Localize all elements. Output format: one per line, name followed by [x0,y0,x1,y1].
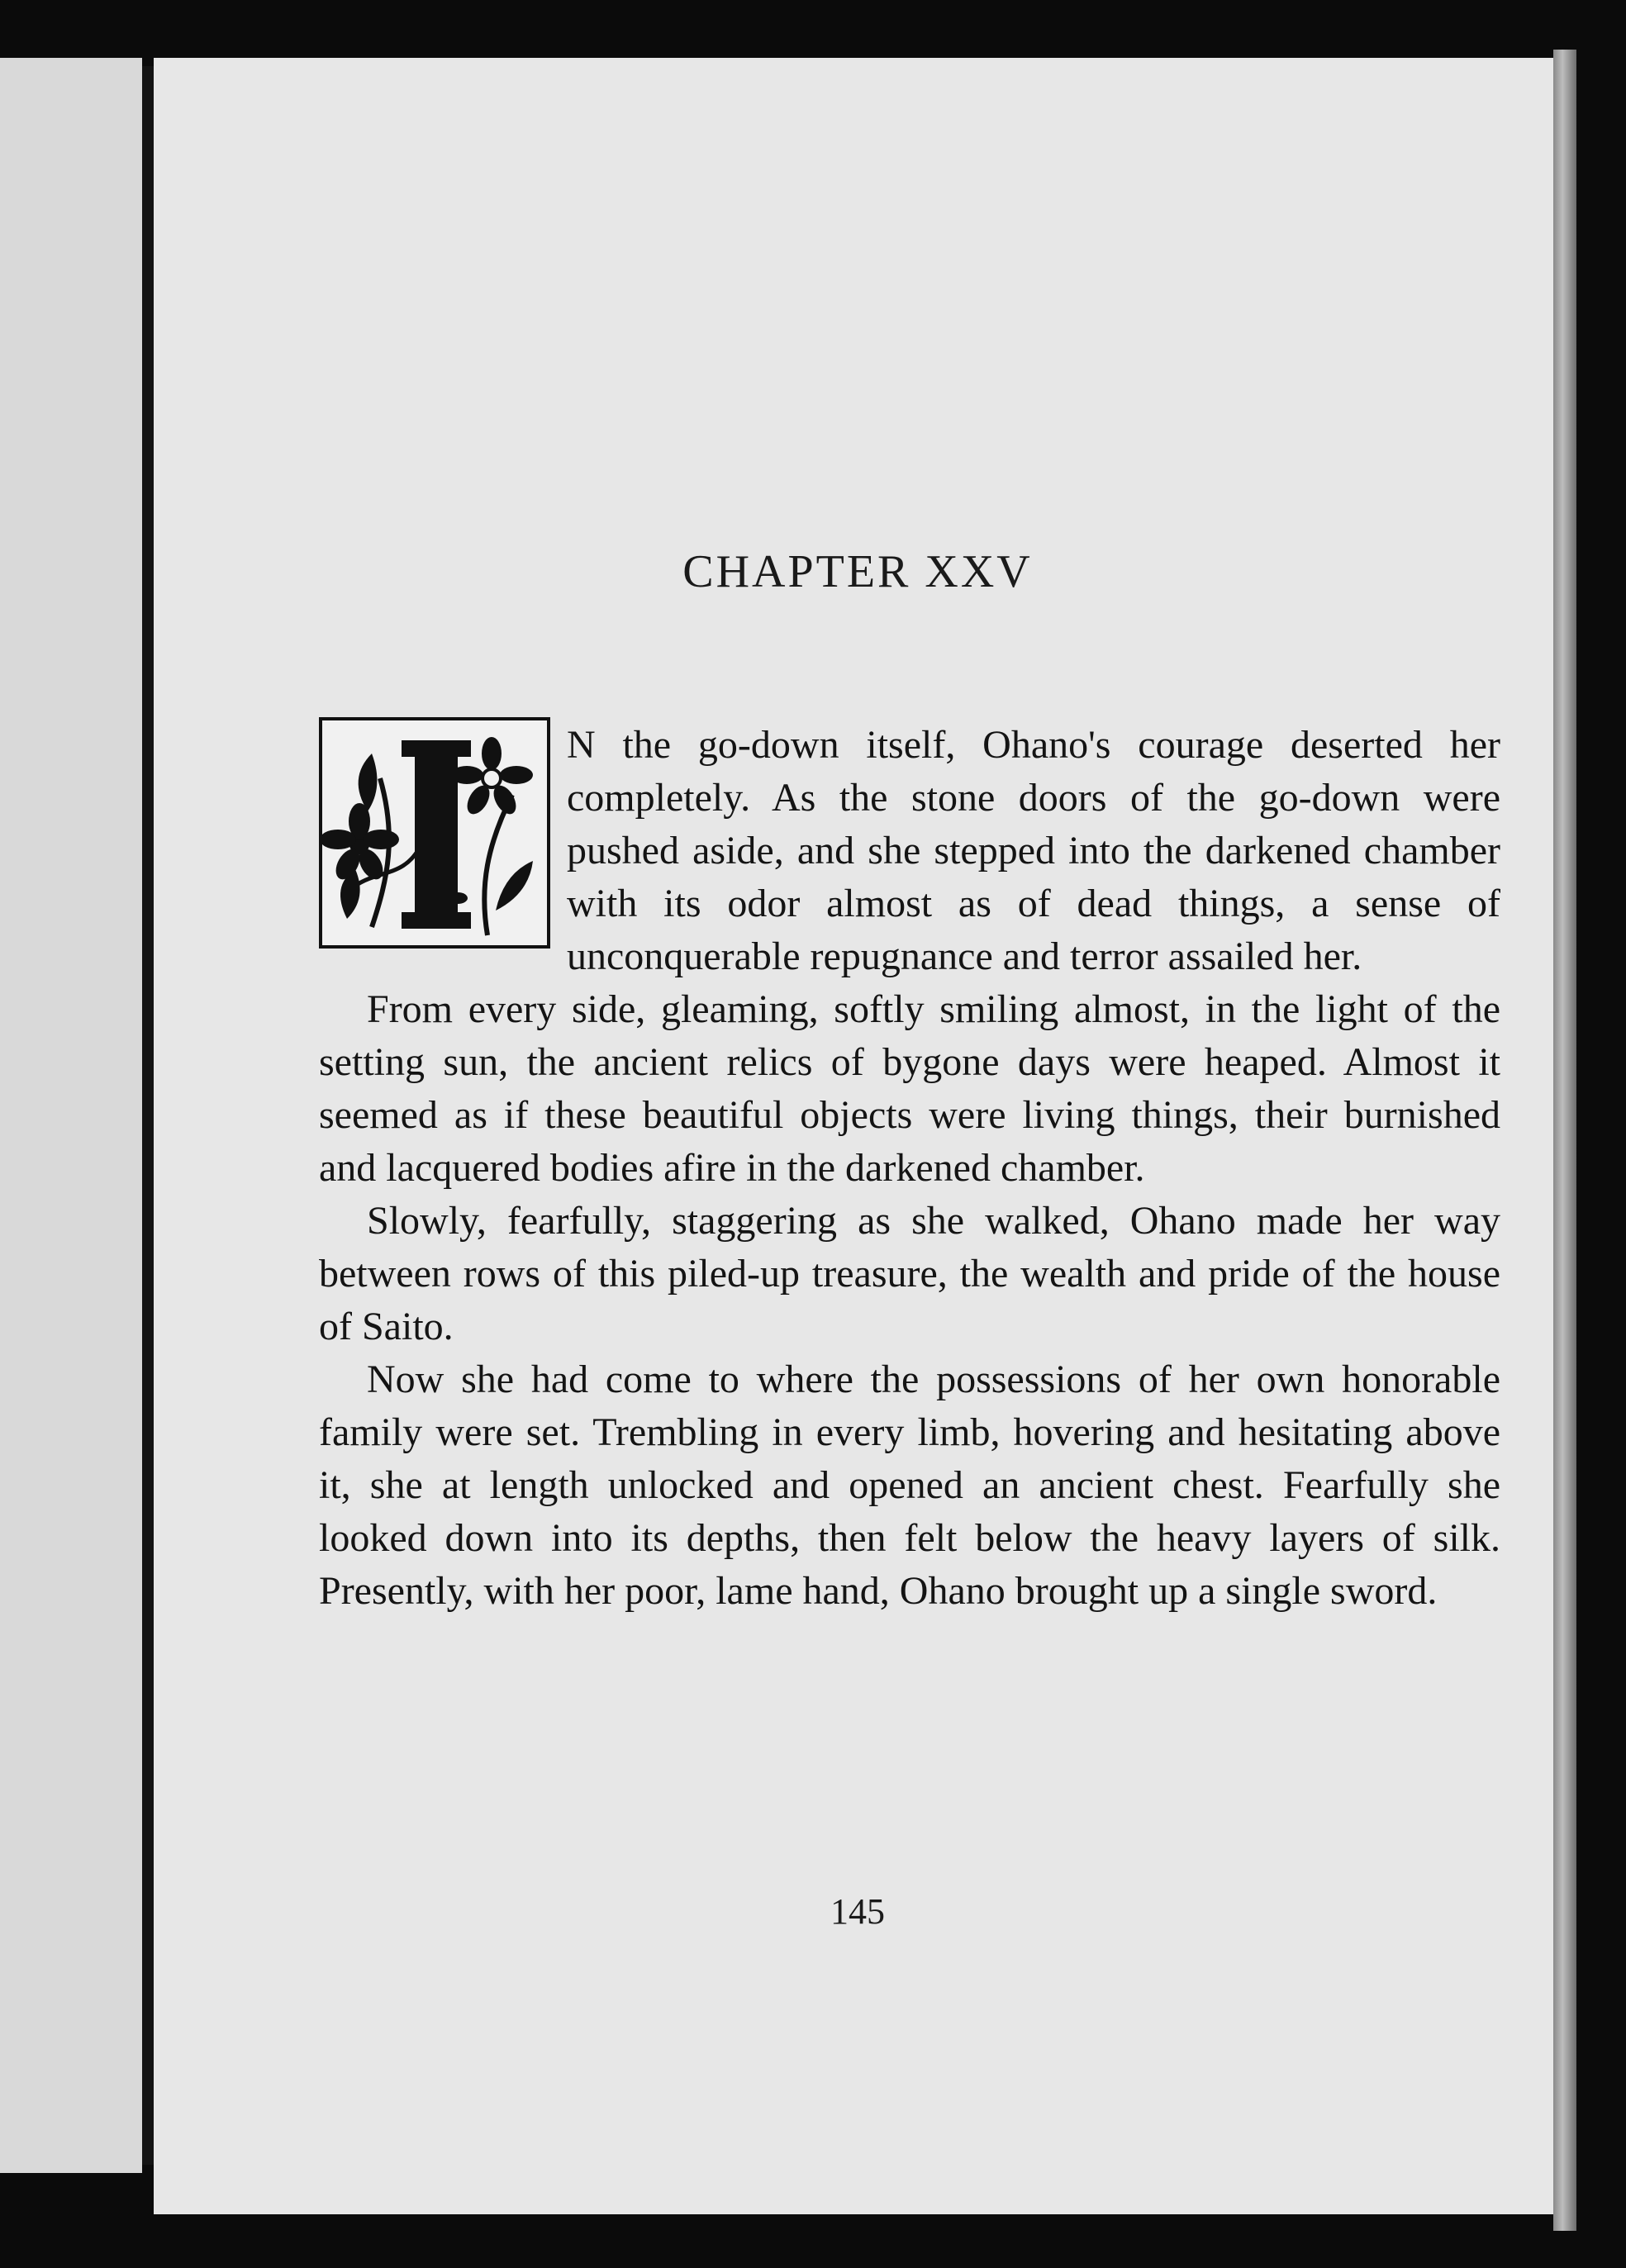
facing-page-edge [0,58,142,2173]
body-text [319,719,1500,1618]
page-number: 145 [830,1891,885,1932]
decorative-drop-cap [319,717,550,949]
paragraph-1 [319,719,1500,983]
paragraph-1-text: N the go-down itself, Ohano's courage deserted her completely. As the stone doors of the go-down were pushed aside, and she stepped into the darkened chamber with its odor almost as of dead things, a sense of unconquerable repugnance and terror assailed her. [567,723,1500,978]
paragraph-4: Now she had come to where the possessions of her own honorable family were set. Trembling in every limb, hovering and hesitating above it, she at length unlocked and opened an ancient chest. Fearfully she looked down into its depths, then felt below the heavy layers of silk. Presently, with her poor, lame hand, Ohano brought up a single sword. [319,1357,1500,1613]
page-block-edge [1553,50,1576,2231]
book-page [154,58,1562,2214]
paragraph-3: Slowly, fearfully, staggering as she walked, Ohano made her way between rows of this piled-up treasure, the wealth and pride of the house of Saito. [319,1199,1500,1348]
chapter-title: CHAPTER XXV [682,546,1033,597]
book-gutter [142,66,154,2165]
paragraph-2: From every side, gleaming, softly smiling almost, in the light of the setting sun, the ancient relics of bygone days were heaped. Almost it seemed as if these beautiful objects were living things, their burnished and lacquered bodies afire in the darkened chamber. [319,987,1500,1190]
floral-initial-icon [322,720,547,945]
drop-cap-letter: I [436,886,437,887]
